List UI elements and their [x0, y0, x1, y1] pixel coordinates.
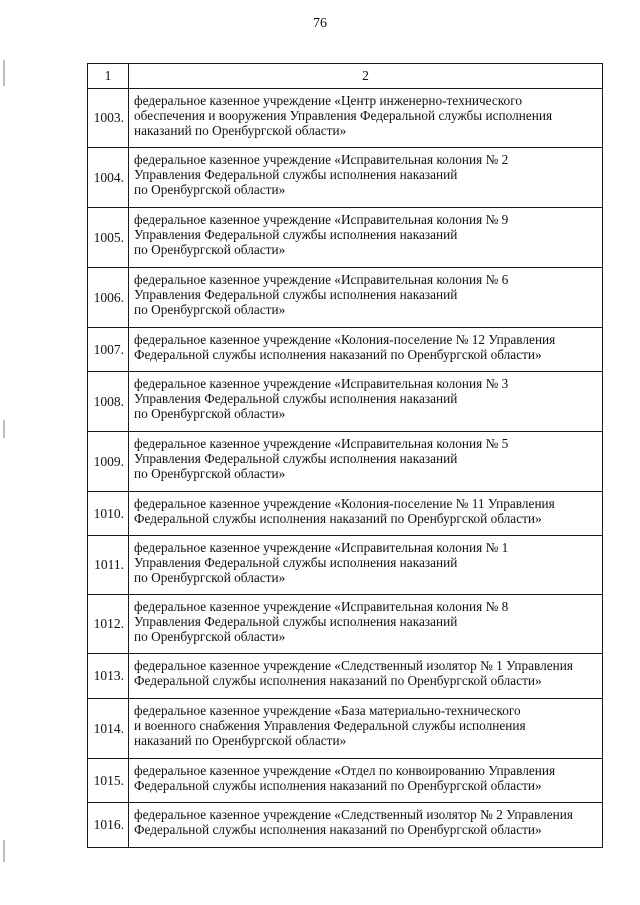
table-row: [88, 148, 603, 208]
row-number: 1005.: [88, 208, 129, 268]
row-number: 1003.: [88, 89, 129, 148]
institution-name-line: и военного снабжения Управления Федеральной службы исполнения: [134, 718, 526, 733]
table-header-row: [88, 64, 603, 89]
institution-name: [129, 372, 603, 432]
institution-name-line: Управления Федеральной службы исполнения наказаний: [134, 614, 458, 629]
institution-name-line: Управления Федеральной службы исполнения наказаний: [134, 451, 458, 466]
table-row: [88, 803, 603, 848]
institution-name-line: федеральное казенное учреждение «Исправительная колония № 1: [134, 540, 509, 555]
institution-name-line: федеральное казенное учреждение «База материально-технического: [134, 703, 521, 718]
institution-name-line: федеральное казенное учреждение «Отдел по конвоированию Управления: [134, 763, 556, 778]
institution-name-line: Федеральной службы исполнения наказаний по Оренбургской области»: [134, 822, 542, 837]
row-number: 1007.: [88, 328, 129, 372]
institution-name-line: по Оренбургской области»: [134, 629, 286, 644]
institution-name: [129, 432, 603, 492]
table-row: [88, 432, 603, 492]
table-row: [88, 268, 603, 328]
institution-name: [129, 492, 603, 536]
institution-name: [129, 759, 603, 803]
row-number: 1014.: [88, 699, 129, 759]
table-row: [88, 208, 603, 268]
table-row: [88, 759, 603, 803]
institution-name-line: Управления Федеральной службы исполнения наказаний: [134, 167, 458, 182]
row-number: 1016.: [88, 803, 129, 848]
institution-name-line: наказаний по Оренбургской области»: [134, 123, 347, 138]
table-body: [88, 89, 603, 848]
institution-name-line: федеральное казенное учреждение «Следственный изолятор № 1 Управления: [134, 658, 574, 673]
institution-name-line: федеральное казенное учреждение «Центр инженерно-технического: [134, 93, 522, 108]
page-number: 76: [313, 16, 327, 31]
institution-name-line: по Оренбургской области»: [134, 182, 286, 197]
row-number: 1012.: [88, 595, 129, 654]
institution-name-line: федеральное казенное учреждение «Исправительная колония № 3: [134, 376, 509, 391]
institution-name-line: федеральное казенное учреждение «Исправительная колония № 8: [134, 599, 509, 614]
institution-name: [129, 803, 603, 848]
table-row: [88, 372, 603, 432]
row-number: 1004.: [88, 148, 129, 208]
institution-name: [129, 208, 603, 268]
institution-name: [129, 536, 603, 595]
row-number: 1008.: [88, 372, 129, 432]
institution-name-line: обеспечения и вооружения Управления Федеральной службы исполнения: [134, 108, 553, 123]
institution-name-line: Федеральной службы исполнения наказаний по Оренбургской области»: [134, 511, 542, 526]
institutions-table: [87, 63, 603, 848]
row-number: 1015.: [88, 759, 129, 803]
institution-name: [129, 89, 603, 148]
scan-margin-mark: [3, 60, 5, 86]
table-row: [88, 699, 603, 759]
scan-margin-mark: [3, 420, 5, 438]
table-row: [88, 654, 603, 699]
institution-name-line: федеральное казенное учреждение «Исправительная колония № 5: [134, 436, 509, 451]
institution-name-line: Федеральной службы исполнения наказаний по Оренбургской области»: [134, 673, 542, 688]
institution-name-line: Управления Федеральной службы исполнения наказаний: [134, 555, 458, 570]
table-row: [88, 328, 603, 372]
institution-name-line: по Оренбургской области»: [134, 406, 286, 421]
institution-name: [129, 328, 603, 372]
scan-margin-mark: [3, 840, 5, 862]
row-number: 1011.: [88, 536, 129, 595]
row-number: 1006.: [88, 268, 129, 328]
institution-name: [129, 148, 603, 208]
table-row: [88, 536, 603, 595]
institution-name-line: федеральное казенное учреждение «Исправительная колония № 6: [134, 272, 509, 287]
institution-name: [129, 595, 603, 654]
row-number: 1013.: [88, 654, 129, 699]
institution-name: [129, 699, 603, 759]
institution-name-line: федеральное казенное учреждение «Исправительная колония № 2: [134, 152, 509, 167]
institution-name-line: Федеральной службы исполнения наказаний по Оренбургской области»: [134, 778, 542, 793]
institution-name-line: федеральное казенное учреждение «Следственный изолятор № 2 Управления: [134, 807, 574, 822]
institution-name-line: федеральное казенное учреждение «Исправительная колония № 9: [134, 212, 509, 227]
institution-name-line: по Оренбургской области»: [134, 302, 286, 317]
institution-name-line: Управления Федеральной службы исполнения наказаний: [134, 391, 458, 406]
institution-name-line: Управления Федеральной службы исполнения наказаний: [134, 287, 458, 302]
institution-name: [129, 654, 603, 699]
institution-name-line: по Оренбургской области»: [134, 466, 286, 481]
table-row: [88, 492, 603, 536]
institution-name-line: Управления Федеральной службы исполнения наказаний: [134, 227, 458, 242]
institution-name-line: наказаний по Оренбургской области»: [134, 733, 347, 748]
column-header-name: 2: [129, 64, 603, 89]
table-row: [88, 595, 603, 654]
institution-name-line: по Оренбургской области»: [134, 570, 286, 585]
row-number: 1009.: [88, 432, 129, 492]
institution-name-line: федеральное казенное учреждение «Колония-поселение № 12 Управления: [134, 332, 556, 347]
table-row: [88, 89, 603, 148]
institution-name-line: по Оренбургской области»: [134, 242, 286, 257]
row-number: 1010.: [88, 492, 129, 536]
institution-name-line: Федеральной службы исполнения наказаний по Оренбургской области»: [134, 347, 542, 362]
institution-name: [129, 268, 603, 328]
institution-name-line: федеральное казенное учреждение «Колония-поселение № 11 Управления: [134, 496, 555, 511]
column-header-number: 1: [88, 64, 129, 89]
